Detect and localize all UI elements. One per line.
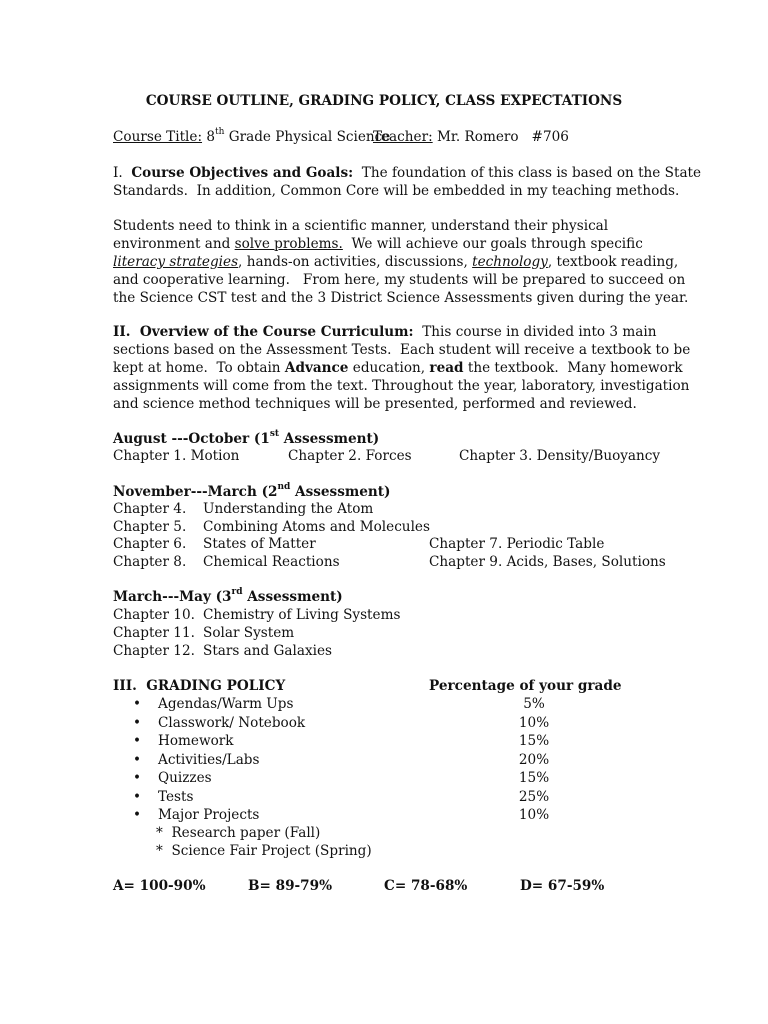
- assessment-3-heading: March---May (3rd Assessment): [113, 587, 343, 605]
- chapter-6-name: States of Matter: [203, 536, 316, 552]
- grading-item-pct: 10%: [518, 715, 550, 731]
- bullet-icon: •: [133, 770, 142, 786]
- grading-policy-heading: III. GRADING POLICY: [113, 678, 286, 694]
- grading-item-label: Major Projects: [158, 807, 260, 823]
- section-2-line-2: sections based on the Assessment Tests. Each student will receive a textbook to be: [113, 342, 691, 358]
- section-1-p2-line-5: the Science CST test and the 3 District Science Assessments given during the year.: [113, 290, 689, 306]
- grading-item-pct: 5%: [523, 696, 545, 712]
- assessment-2-heading: November---March (2nd Assessment): [113, 482, 391, 500]
- grading-item-pct: 15%: [518, 733, 550, 749]
- teacher-value: Mr. Romero #706: [436, 129, 569, 145]
- section-1-heading: Course Objectives and Goals:: [131, 165, 354, 181]
- section-2-line-5: and science method techniques will be presented, performed and reviewed.: [113, 396, 637, 412]
- grade-scale-c: C= 78-68%: [384, 878, 468, 894]
- bullet-icon: •: [133, 696, 142, 712]
- section-1-p2-line-1: Students need to think in a scientific manner, understand their physical: [113, 218, 609, 234]
- assessment-1-heading: August ---October (1st Assessment): [113, 429, 380, 447]
- section-1-p2-line-4: and cooperative learning. From here, my students will be prepared to succeed on: [113, 272, 686, 288]
- teacher-label: Teacher:: [373, 129, 433, 145]
- grade-scale-b: B= 89-79%: [248, 878, 333, 894]
- chapter-6-number: Chapter 6.: [113, 536, 187, 552]
- grading-item-pct: 15%: [518, 770, 550, 786]
- grading-item-label: Agendas/Warm Ups: [158, 696, 294, 712]
- chapter-7: Chapter 7. Periodic Table: [429, 536, 605, 552]
- grading-item-label: Tests: [158, 789, 194, 805]
- section-1-p2-line-2: environment and solve problems. We will achieve our goals through specific: [113, 236, 643, 252]
- grading-item-pct: 20%: [518, 752, 550, 768]
- bullet-icon: •: [133, 752, 142, 768]
- section-2-line-1: II. Overview of the Course Curriculum: This course in divided into 3 main: [113, 324, 657, 340]
- chapter-9: Chapter 9. Acids, Bases, Solutions: [429, 554, 666, 570]
- grading-item-pct: 10%: [518, 807, 550, 823]
- page-title: COURSE OUTLINE, GRADING POLICY, CLASS EXPECTATIONS: [145, 93, 623, 109]
- course-title-label: Course Title:: [113, 129, 203, 145]
- course-title-sup: th: [215, 127, 225, 138]
- section-2-heading: II. Overview of the Course Curriculum:: [113, 324, 414, 340]
- section-1-p2-line-3: literacy strategies, hands-on activities, discussions, technology, textbook reading,: [113, 254, 679, 270]
- section-1-text: The foundation of this class is based on the State: [361, 165, 702, 181]
- section-1-line-2: Standards. In addition, Common Core will be embedded in my teaching methods.: [113, 183, 680, 199]
- section-2-line-3: kept at home. To obtain Advance education, read the textbook. Many homework: [113, 360, 683, 376]
- course-title-grade: 8: [206, 129, 216, 145]
- chapter-12-name: Stars and Galaxies: [203, 643, 333, 659]
- grading-item-label: Activities/Labs: [158, 752, 260, 768]
- grade-percentage-heading: Percentage of your grade: [429, 678, 622, 694]
- grading-item-label: Classwork/ Notebook: [158, 715, 306, 731]
- section-1-number: I.: [113, 165, 123, 181]
- grading-item-label: Quizzes: [158, 770, 212, 786]
- chapter-10-name: Chemistry of Living Systems: [203, 607, 401, 623]
- grade-scale-d: D= 67-59%: [520, 878, 605, 894]
- chapter-2: Chapter 2. Forces: [288, 448, 412, 464]
- chapter-11-number: Chapter 11.: [113, 625, 195, 641]
- chapter-10-number: Chapter 10.: [113, 607, 195, 623]
- project-sub-item: * Science Fair Project (Spring): [156, 843, 372, 859]
- chapter-5-name: Combining Atoms and Molecules: [203, 519, 430, 535]
- solve-problems-text: solve problems.: [234, 236, 343, 252]
- bullet-icon: •: [133, 715, 142, 731]
- chapter-1: Chapter 1. Motion: [113, 448, 240, 464]
- section-2-line-4: assignments will come from the text. Throughout the year, laboratory, investigation: [113, 378, 690, 394]
- chapter-8-name: Chemical Reactions: [203, 554, 340, 570]
- chapter-3: Chapter 3. Density/Buoyancy: [459, 448, 661, 464]
- technology-text: technology: [472, 254, 548, 270]
- chapter-5-number: Chapter 5.: [113, 519, 187, 535]
- literacy-strategies-text: literacy strategies: [113, 254, 239, 270]
- bullet-icon: •: [133, 807, 142, 823]
- grade-scale-a: A= 100-90%: [113, 878, 206, 894]
- grading-item-pct: 25%: [518, 789, 550, 805]
- chapter-8-number: Chapter 8.: [113, 554, 187, 570]
- chapter-12-number: Chapter 12.: [113, 643, 195, 659]
- teacher-line: [373, 128, 569, 146]
- chapter-11-name: Solar System: [203, 625, 295, 641]
- bullet-icon: •: [133, 733, 142, 749]
- section-1-line-1: [113, 164, 701, 182]
- course-title-value: Grade Physical Science: [224, 129, 391, 145]
- grading-item-label: Homework: [158, 733, 234, 749]
- chapter-4-number: Chapter 4.: [113, 501, 187, 517]
- chapter-4-name: Understanding the Atom: [203, 501, 374, 517]
- bullet-icon: •: [133, 789, 142, 805]
- project-sub-item: * Research paper (Fall): [156, 825, 321, 841]
- course-title-line: [113, 128, 390, 146]
